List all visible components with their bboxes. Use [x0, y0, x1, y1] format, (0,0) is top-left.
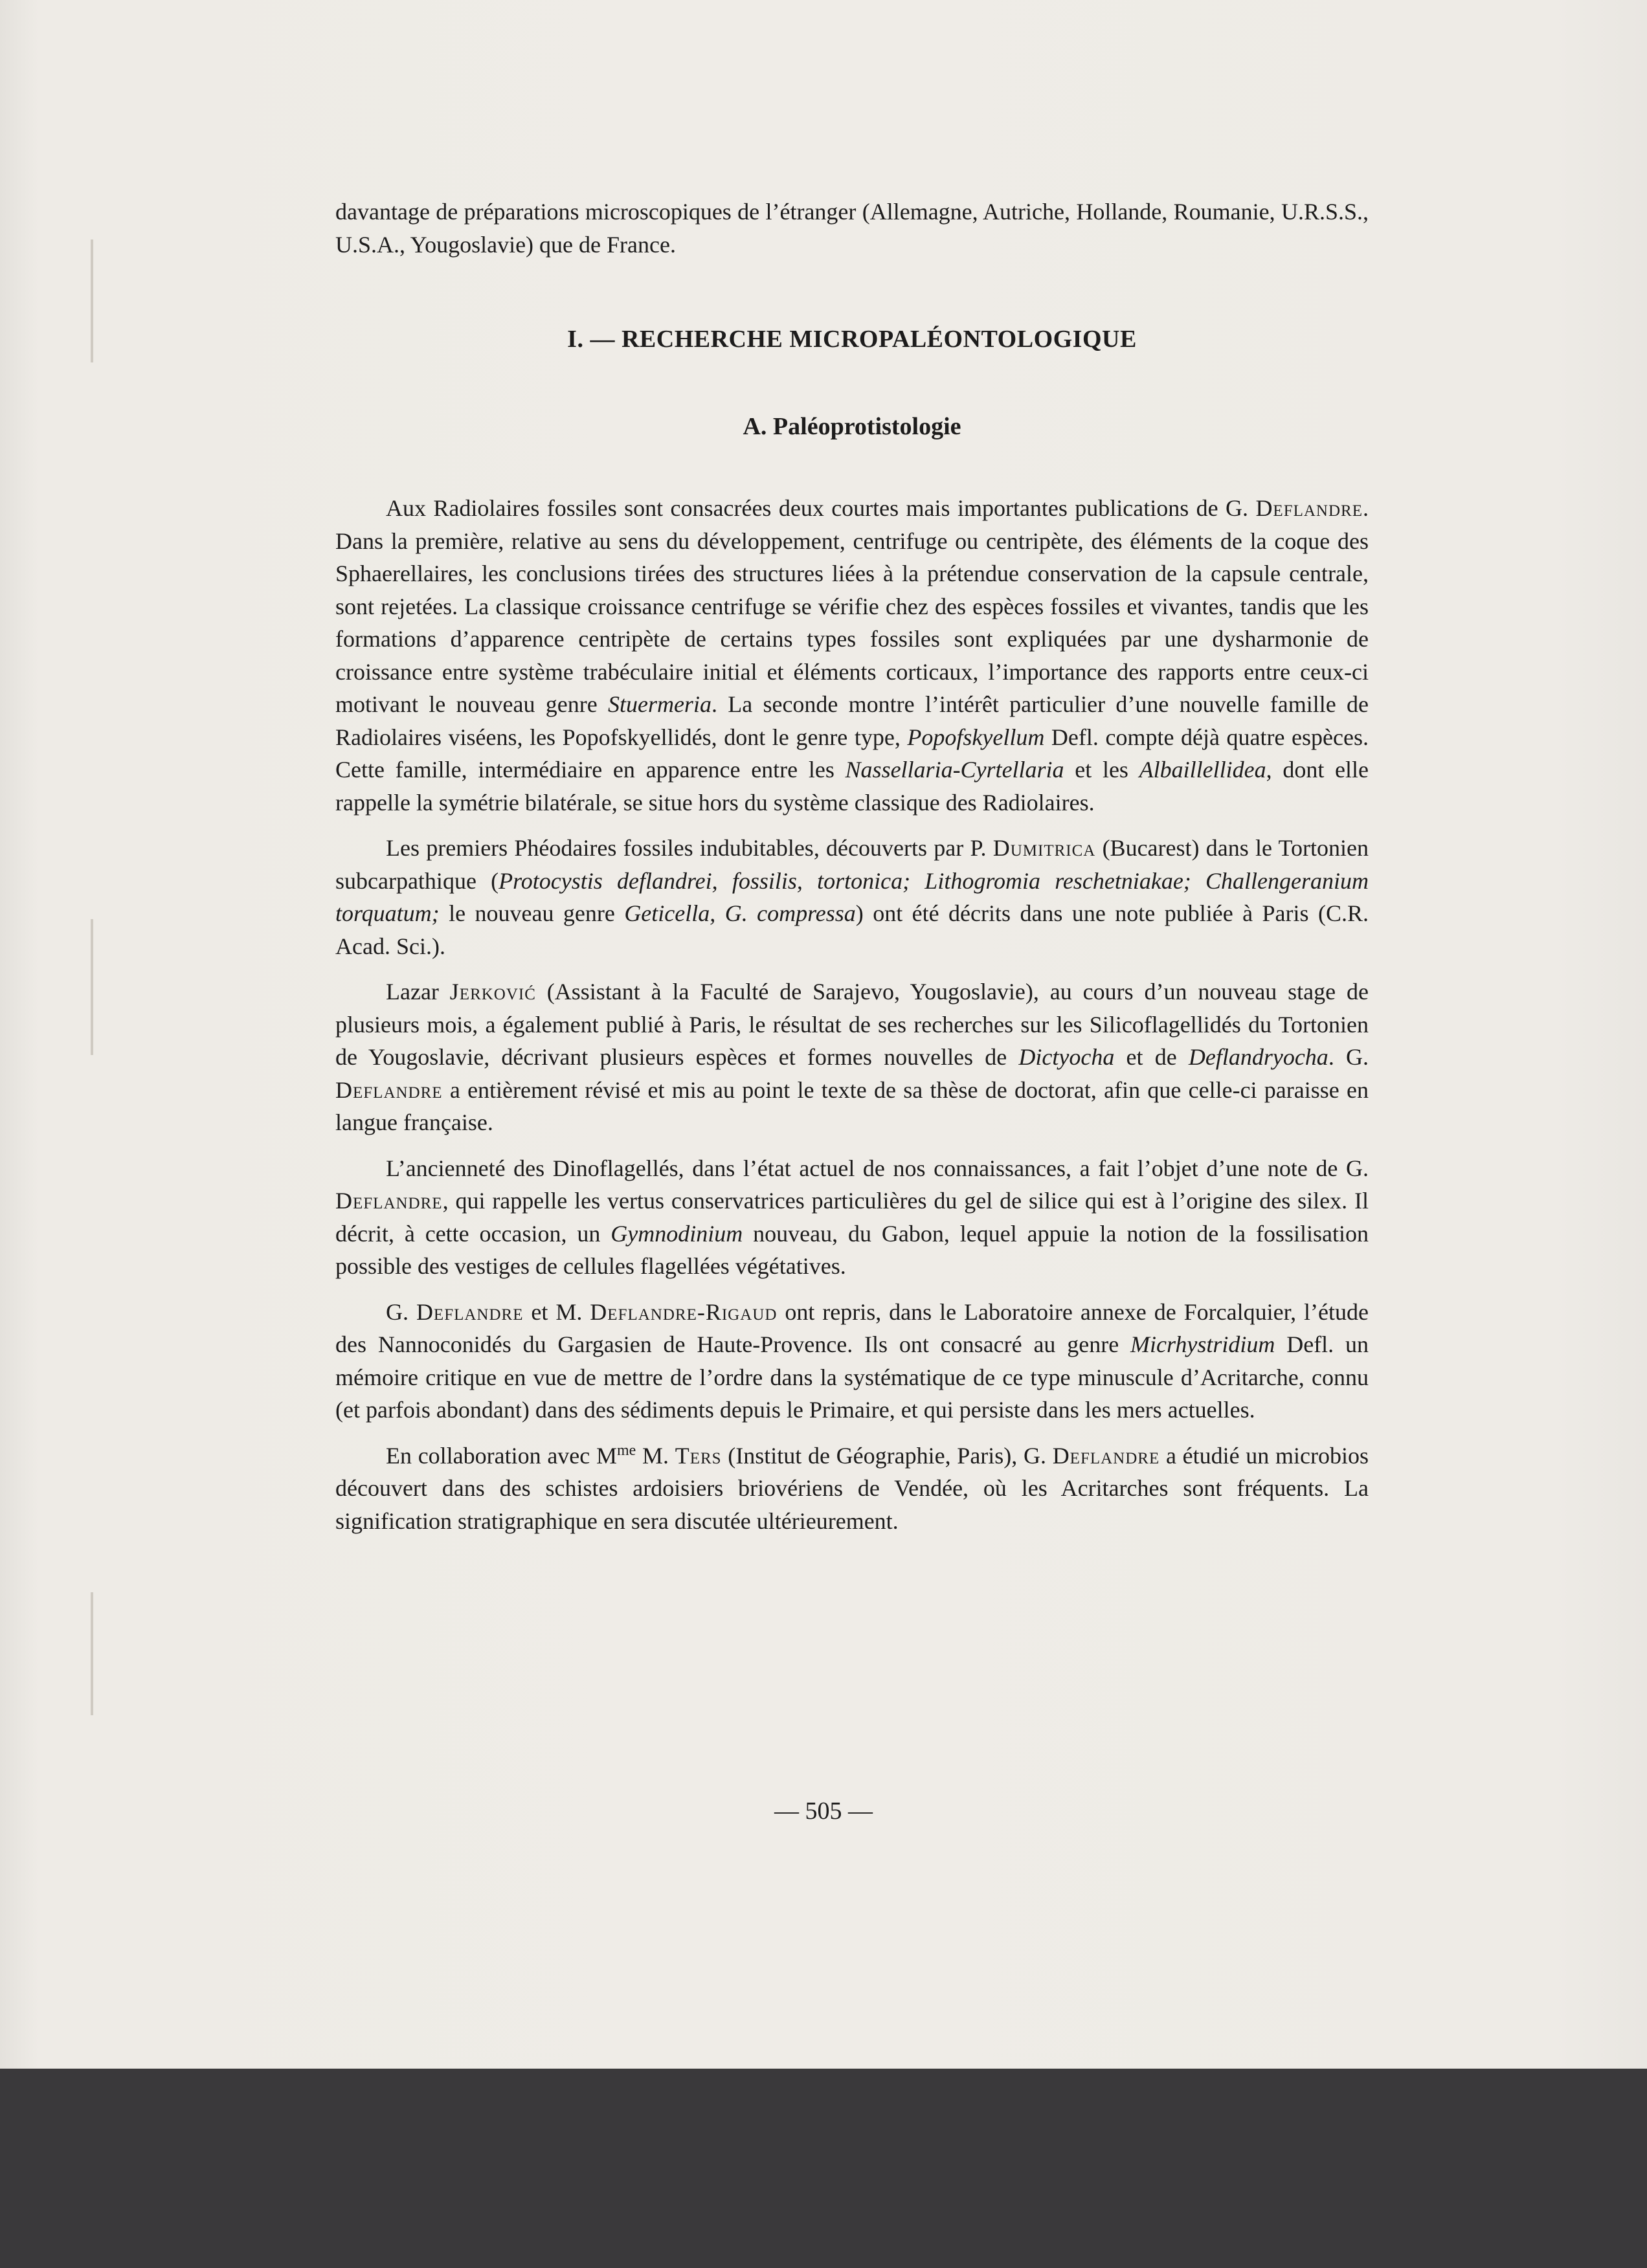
page-number: — 505 — — [774, 1797, 873, 1825]
text-run: Defl. compte déjà quatre espèces. Cette famille, intermédiaire en apparence entre les — [335, 724, 1369, 783]
text-run: (Institut de Géographie, Paris), G. — [721, 1442, 1053, 1469]
text-run: L’ancienneté des Dinoflagellés, dans l’état actuel de nos connaissances, a fait l’objet d’une note de G. — [386, 1155, 1369, 1181]
text-run: Defl. un mémoire critique en vue de mettre de l’ordre dans la systématique de ce type minuscule d’Acritarche, connu (et parfois abondant) dans des sédiments depuis le Primaire, et qui persiste dans les mers actuelles. — [335, 1331, 1369, 1423]
author-name: Dumitrica — [992, 835, 1096, 861]
author-name: Jerković — [449, 979, 536, 1005]
text-run: nouveau, du Gabon, lequel appuie la notion de la fossilisation possible des vestiges de cellules flagellées végétatives. — [335, 1220, 1369, 1279]
text-run: ) ont été décrits dans une note publiée à Paris (C.R. Acad. Sci.). — [335, 900, 1369, 959]
paragraph-nannoconides — [335, 1296, 1369, 1427]
text-run: , dont elle rappelle la symétrie bilatérale, se situe hors du système classique des Radiolaires. — [335, 757, 1369, 816]
author-name: Deflandre — [1052, 1442, 1160, 1469]
text-run: (Assistant à la Faculté de Sarajevo, Yougoslavie), au cours d’un nouveau stage de plusieurs mois, a également publié à Paris, le résultat de ses recherches sur les Silicoflagellidés du Tortonien de Yougoslavie, décrivant plusieurs espèces et formes nouvelles de — [335, 979, 1369, 1070]
text-run: G. — [386, 1298, 416, 1325]
text-run: Les premiers Phéodaires fossiles indubitables, découverts par P. — [386, 835, 993, 861]
taxon-name: Protocystis deflandrei, fossilis, tortonica; Lithogromia reschetniakae; Challengeranium torquatum; — [335, 867, 1369, 926]
taxon-name: Geticella, G. compressa — [624, 900, 856, 926]
text-run: . Dans la première, relative au sens du développement, centrifuge ou centripète, des éléments de la coque des Sphaerellaires, les conclusions tirées des structures liées à la prétendue conservation de la capsule centrale, sont rejetées. La classique croissance centrifuge se vérifie chez des espèces fossiles et vivantes, tandis que les formations d’apparence centripète de certains types fossiles sont expliquées par une dysharmonie de croissance entre système trabéculaire initial et éléments corticaux, l’importance des rapports entre ceux-ci motivant le nouveau genre — [335, 495, 1369, 717]
paragraph-microbios — [335, 1440, 1369, 1538]
paragraph-radiolaires — [335, 492, 1369, 819]
taxon-name: Micrhystridium — [1130, 1331, 1275, 1357]
text-run: le nouveau genre — [439, 900, 625, 926]
author-name: Deflandre-Rigaud — [590, 1298, 778, 1325]
binding-mark — [91, 919, 93, 1055]
binding-mark — [91, 239, 93, 362]
text-run: ont repris, dans le Laboratoire annexe de Forcalquier, l’étude des Nannoconidés du Gargasien de Haute-Provence. Ils ont consacré au genre — [335, 1298, 1369, 1357]
intro-paragraph: davantage de préparations microscopiques de l’étranger (Allemagne, Autriche, Hollande, Roumanie, U.R.S.S., U.S.A., Yougoslavie) que de France. — [335, 199, 1369, 258]
text-run: a étudié un microbios découvert dans des schistes ardoisiers briovériens de Vendée, où les Acritarches sont fréquents. La signification stratigraphique en sera discutée ultérieurement. — [335, 1442, 1369, 1534]
author-name: Deflandre — [335, 1076, 443, 1103]
paragraph-silicoflagellides — [335, 975, 1369, 1139]
section-title: I. — RECHERCHE MICROPALÉONTOLOGIQUE — [567, 326, 1137, 353]
scanner-background — [0, 2069, 1647, 2268]
author-name: Deflandre — [416, 1298, 524, 1325]
taxon-name: Deflandryocha — [1188, 1044, 1328, 1070]
taxon-name: Albaillellidea — [1139, 757, 1266, 783]
text-run: M. — [636, 1442, 675, 1469]
subsection-title: A. Paléoprotistologie — [743, 412, 961, 440]
text-run: et les — [1064, 757, 1139, 783]
text-run: Aux Radiolaires fossiles sont consacrées deux courtes mais importantes publications de G. — [386, 495, 1256, 521]
text-run: Lazar — [386, 979, 450, 1005]
author-name: Ters — [675, 1442, 722, 1469]
text-run: et M. — [523, 1298, 590, 1325]
superscript: me — [616, 1441, 636, 1459]
author-name: Deflandre — [1255, 495, 1363, 521]
text-run: (Bucarest) dans le Tortonien subcarpathique ( — [335, 835, 1369, 894]
main-text — [335, 195, 1369, 1550]
taxon-name: Nassellaria-Cyrtellaria — [845, 757, 1064, 783]
text-run: . La seconde montre l’intérêt particulier d’une nouvelle famille de Radiolaires viséens, les Popofskyellidés, dont le genre type, — [335, 691, 1369, 750]
text-run: . G. — [1328, 1044, 1369, 1070]
taxon-name: Stuermeria — [607, 691, 711, 717]
paragraph-dinoflagelles — [335, 1152, 1369, 1283]
author-name: Deflandre — [335, 1188, 443, 1214]
text-run: a entièrement révisé et mis au point le texte de sa thèse de doctorat, afin que celle-ci paraisse en langue française. — [335, 1076, 1369, 1135]
taxon-name: Gymnodinium — [611, 1220, 743, 1247]
text-run: En collaboration avec M — [386, 1442, 617, 1469]
text-run: et de — [1114, 1044, 1189, 1070]
paragraph-pheodaires — [335, 832, 1369, 962]
binding-mark — [91, 1592, 93, 1715]
text-run: , qui rappelle les vertus conservatrices particulières du gel de silice qui est à l’origine des silex. Il décrit, à cette occasion, un — [335, 1188, 1369, 1247]
taxon-name: Dictyocha — [1018, 1044, 1115, 1070]
taxon-name: Popofskyellum — [907, 724, 1045, 750]
